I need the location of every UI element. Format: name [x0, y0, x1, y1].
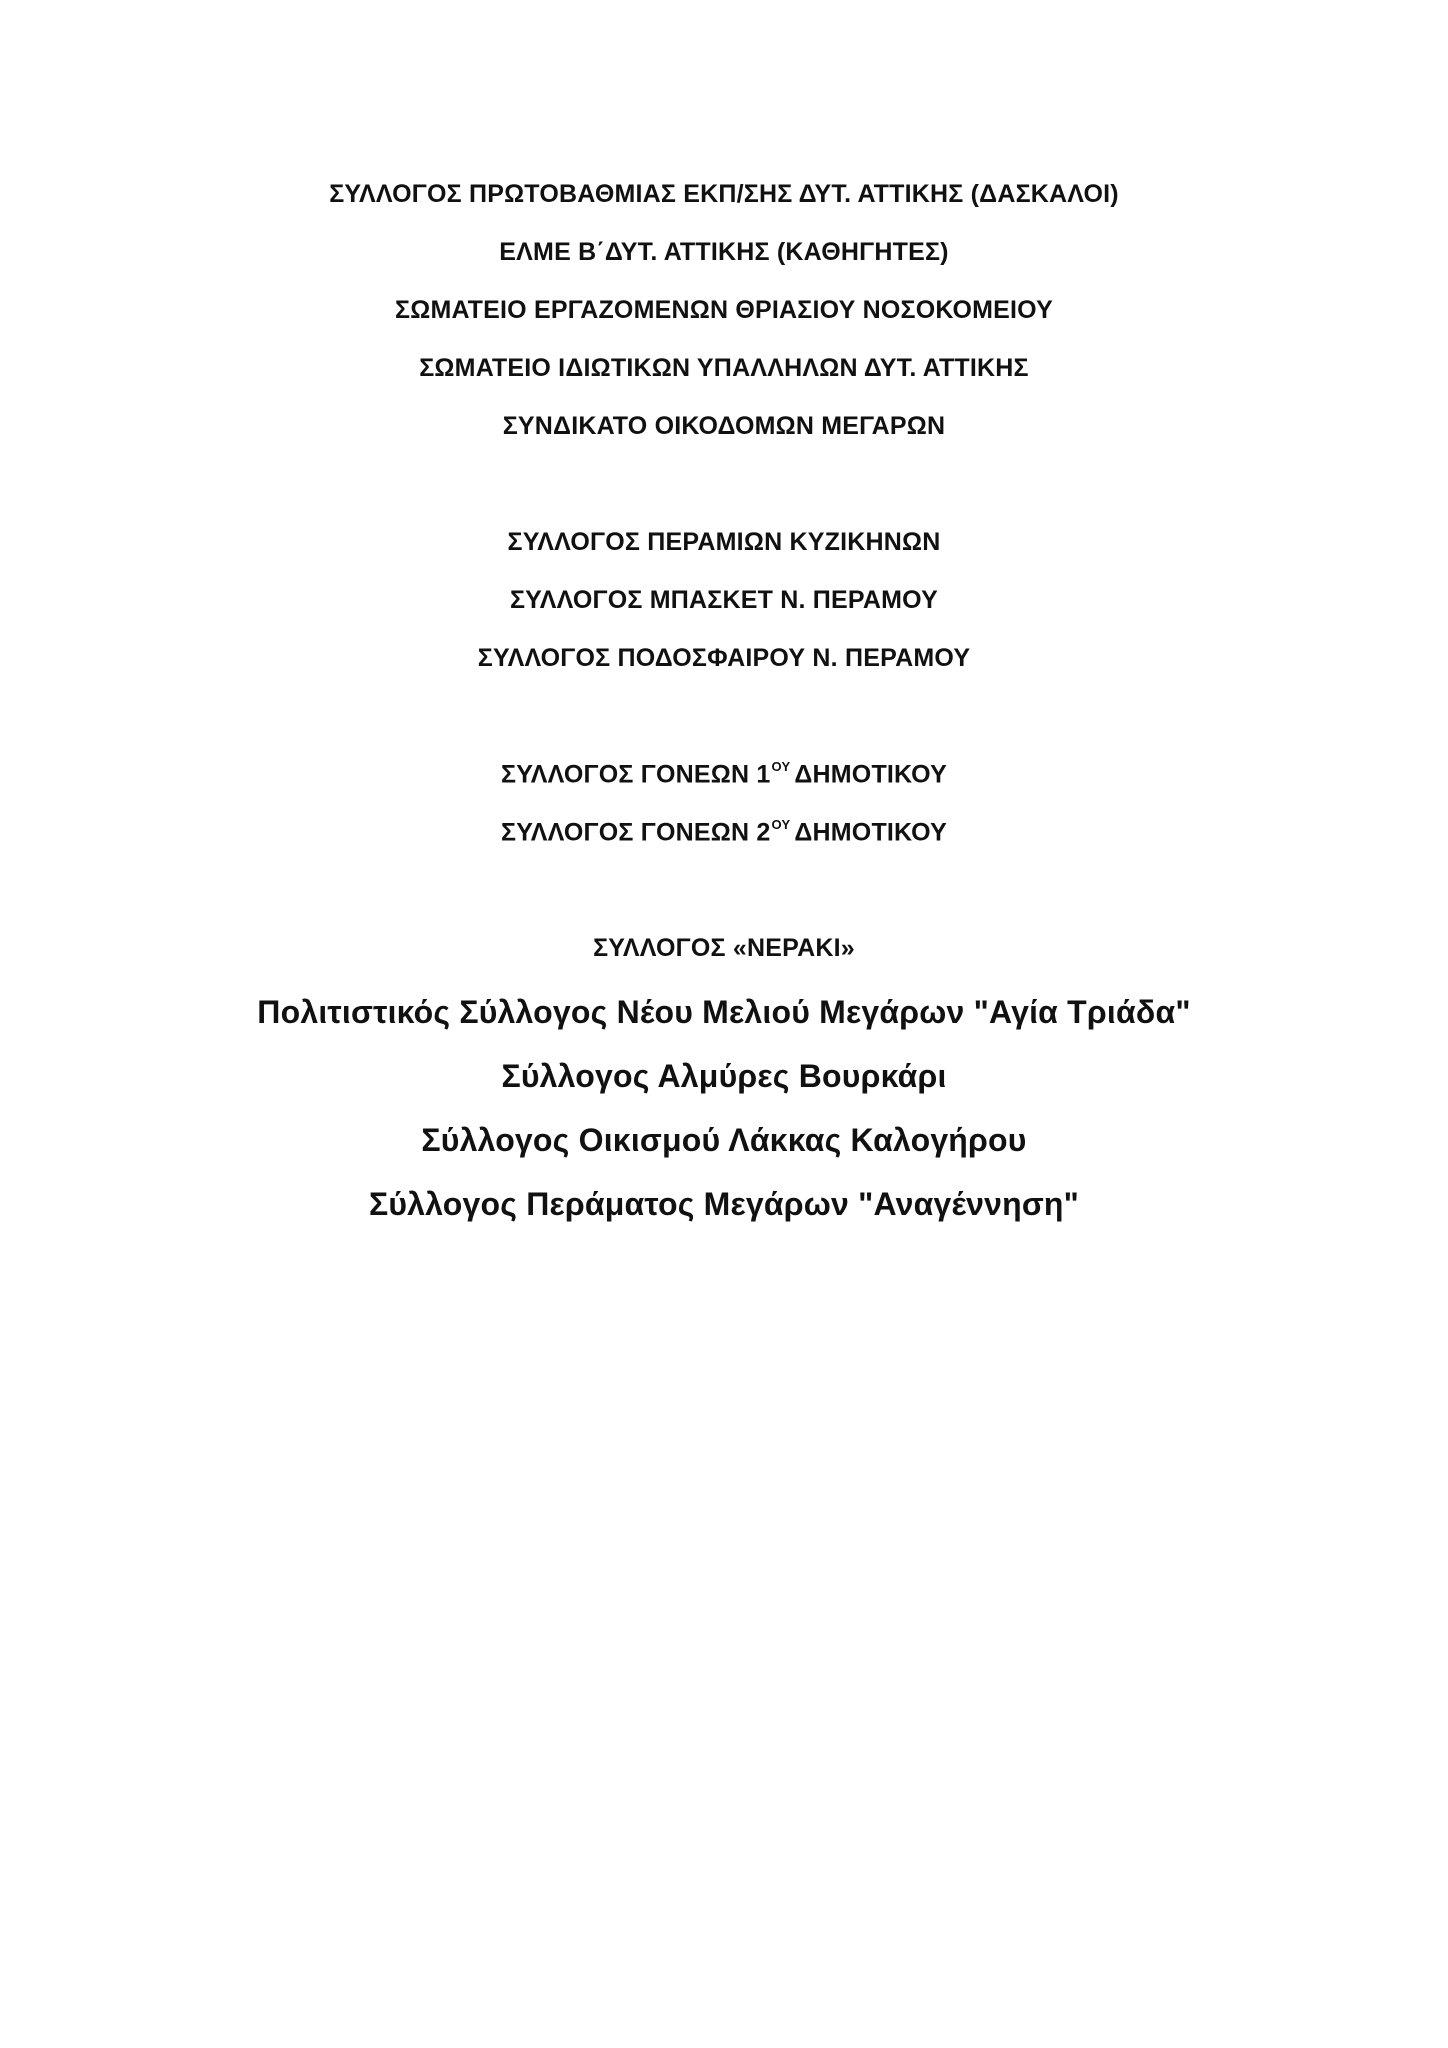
parents-2-prefix: ΣΥΛΛΟΓΟΣ ΓΟΝΕΩΝ 2 — [501, 818, 771, 847]
parents-1-prefix: ΣΥΛΛΟΓΟΣ ΓΟΝΕΩΝ 1 — [501, 760, 771, 789]
org-lakkas-kalogirou: Σύλλογος Οικισμού Λάκκας Καλογήρου — [421, 1122, 1027, 1158]
org-builders-union: ΣΥΝΔΙΚΑΤΟ ΟΙΚΟΔΟΜΩΝ ΜΕΓΑΡΩΝ — [502, 412, 946, 440]
org-elme-teachers: ΕΛΜΕ Β΄ΔΥΤ. ΑΤΤΙΚΗΣ (ΚΑΘΗΓΗΤΕΣ) — [499, 238, 949, 266]
parents-2-suffix: ΔΗΜΟΤΙΚΟΥ — [794, 818, 947, 847]
org-peramion-kyzikinon: ΣΥΛΛΟΓΟΣ ΠΕΡΑΜΙΩΝ ΚΥΖΙΚΗΝΩΝ — [507, 528, 941, 556]
parents-1-suffix: ΔΗΜΟΤΙΚΟΥ — [794, 760, 947, 789]
parents-2-superscript: ΟΥ — [771, 817, 791, 832]
org-parents-1st-school — [0, 759, 1448, 789]
org-almyres-vourkari: Σύλλογος Αλμύρες Βουρκάρι — [501, 1058, 947, 1094]
org-peramatos-anagennisi: Σύλλογος Περάματος Μεγάρων "Αναγέννηση" — [368, 1186, 1080, 1222]
org-private-employees: ΣΩΜΑΤΕΙΟ ΙΔΙΩΤΙΚΩΝ ΥΠΑΛΛΗΛΩΝ ΔΥΤ. ΑΤΤΙΚΗΣ — [419, 354, 1029, 382]
org-parents-2nd-school — [0, 817, 1448, 847]
org-thriasio-hospital-workers: ΣΩΜΑΤΕΙΟ ΕΡΓΑΖΟΜΕΝΩΝ ΘΡΙΑΣΙΟΥ ΝΟΣΟΚΟΜΕΙΟΥ — [395, 296, 1053, 324]
org-teachers-primary: ΣΥΛΛΟΓΟΣ ΠΡΩΤΟΒΑΘΜΙΑΣ ΕΚΠ/ΣΗΣ ΔΥΤ. ΑΤΤΙΚΗΣ (ΔΑΣΚΑΛΟΙ) — [329, 180, 1119, 208]
org-neo-meliou-cultural: Πολιτιστικός Σύλλογος Νέου Μελιού Μεγάρων "Αγία Τριάδα" — [257, 994, 1191, 1030]
org-basket-peramos: ΣΥΛΛΟΓΟΣ ΜΠΑΣΚΕΤ Ν. ΠΕΡΑΜΟΥ — [509, 586, 939, 614]
org-neraki: ΣΥΛΛΟΓΟΣ «ΝΕΡΑΚΙ» — [593, 934, 855, 962]
parents-1-superscript: ΟΥ — [771, 759, 791, 774]
org-football-peramos: ΣΥΛΛΟΓΟΣ ΠΟΔΟΣΦΑΙΡΟΥ Ν. ΠΕΡΑΜΟΥ — [477, 644, 971, 672]
